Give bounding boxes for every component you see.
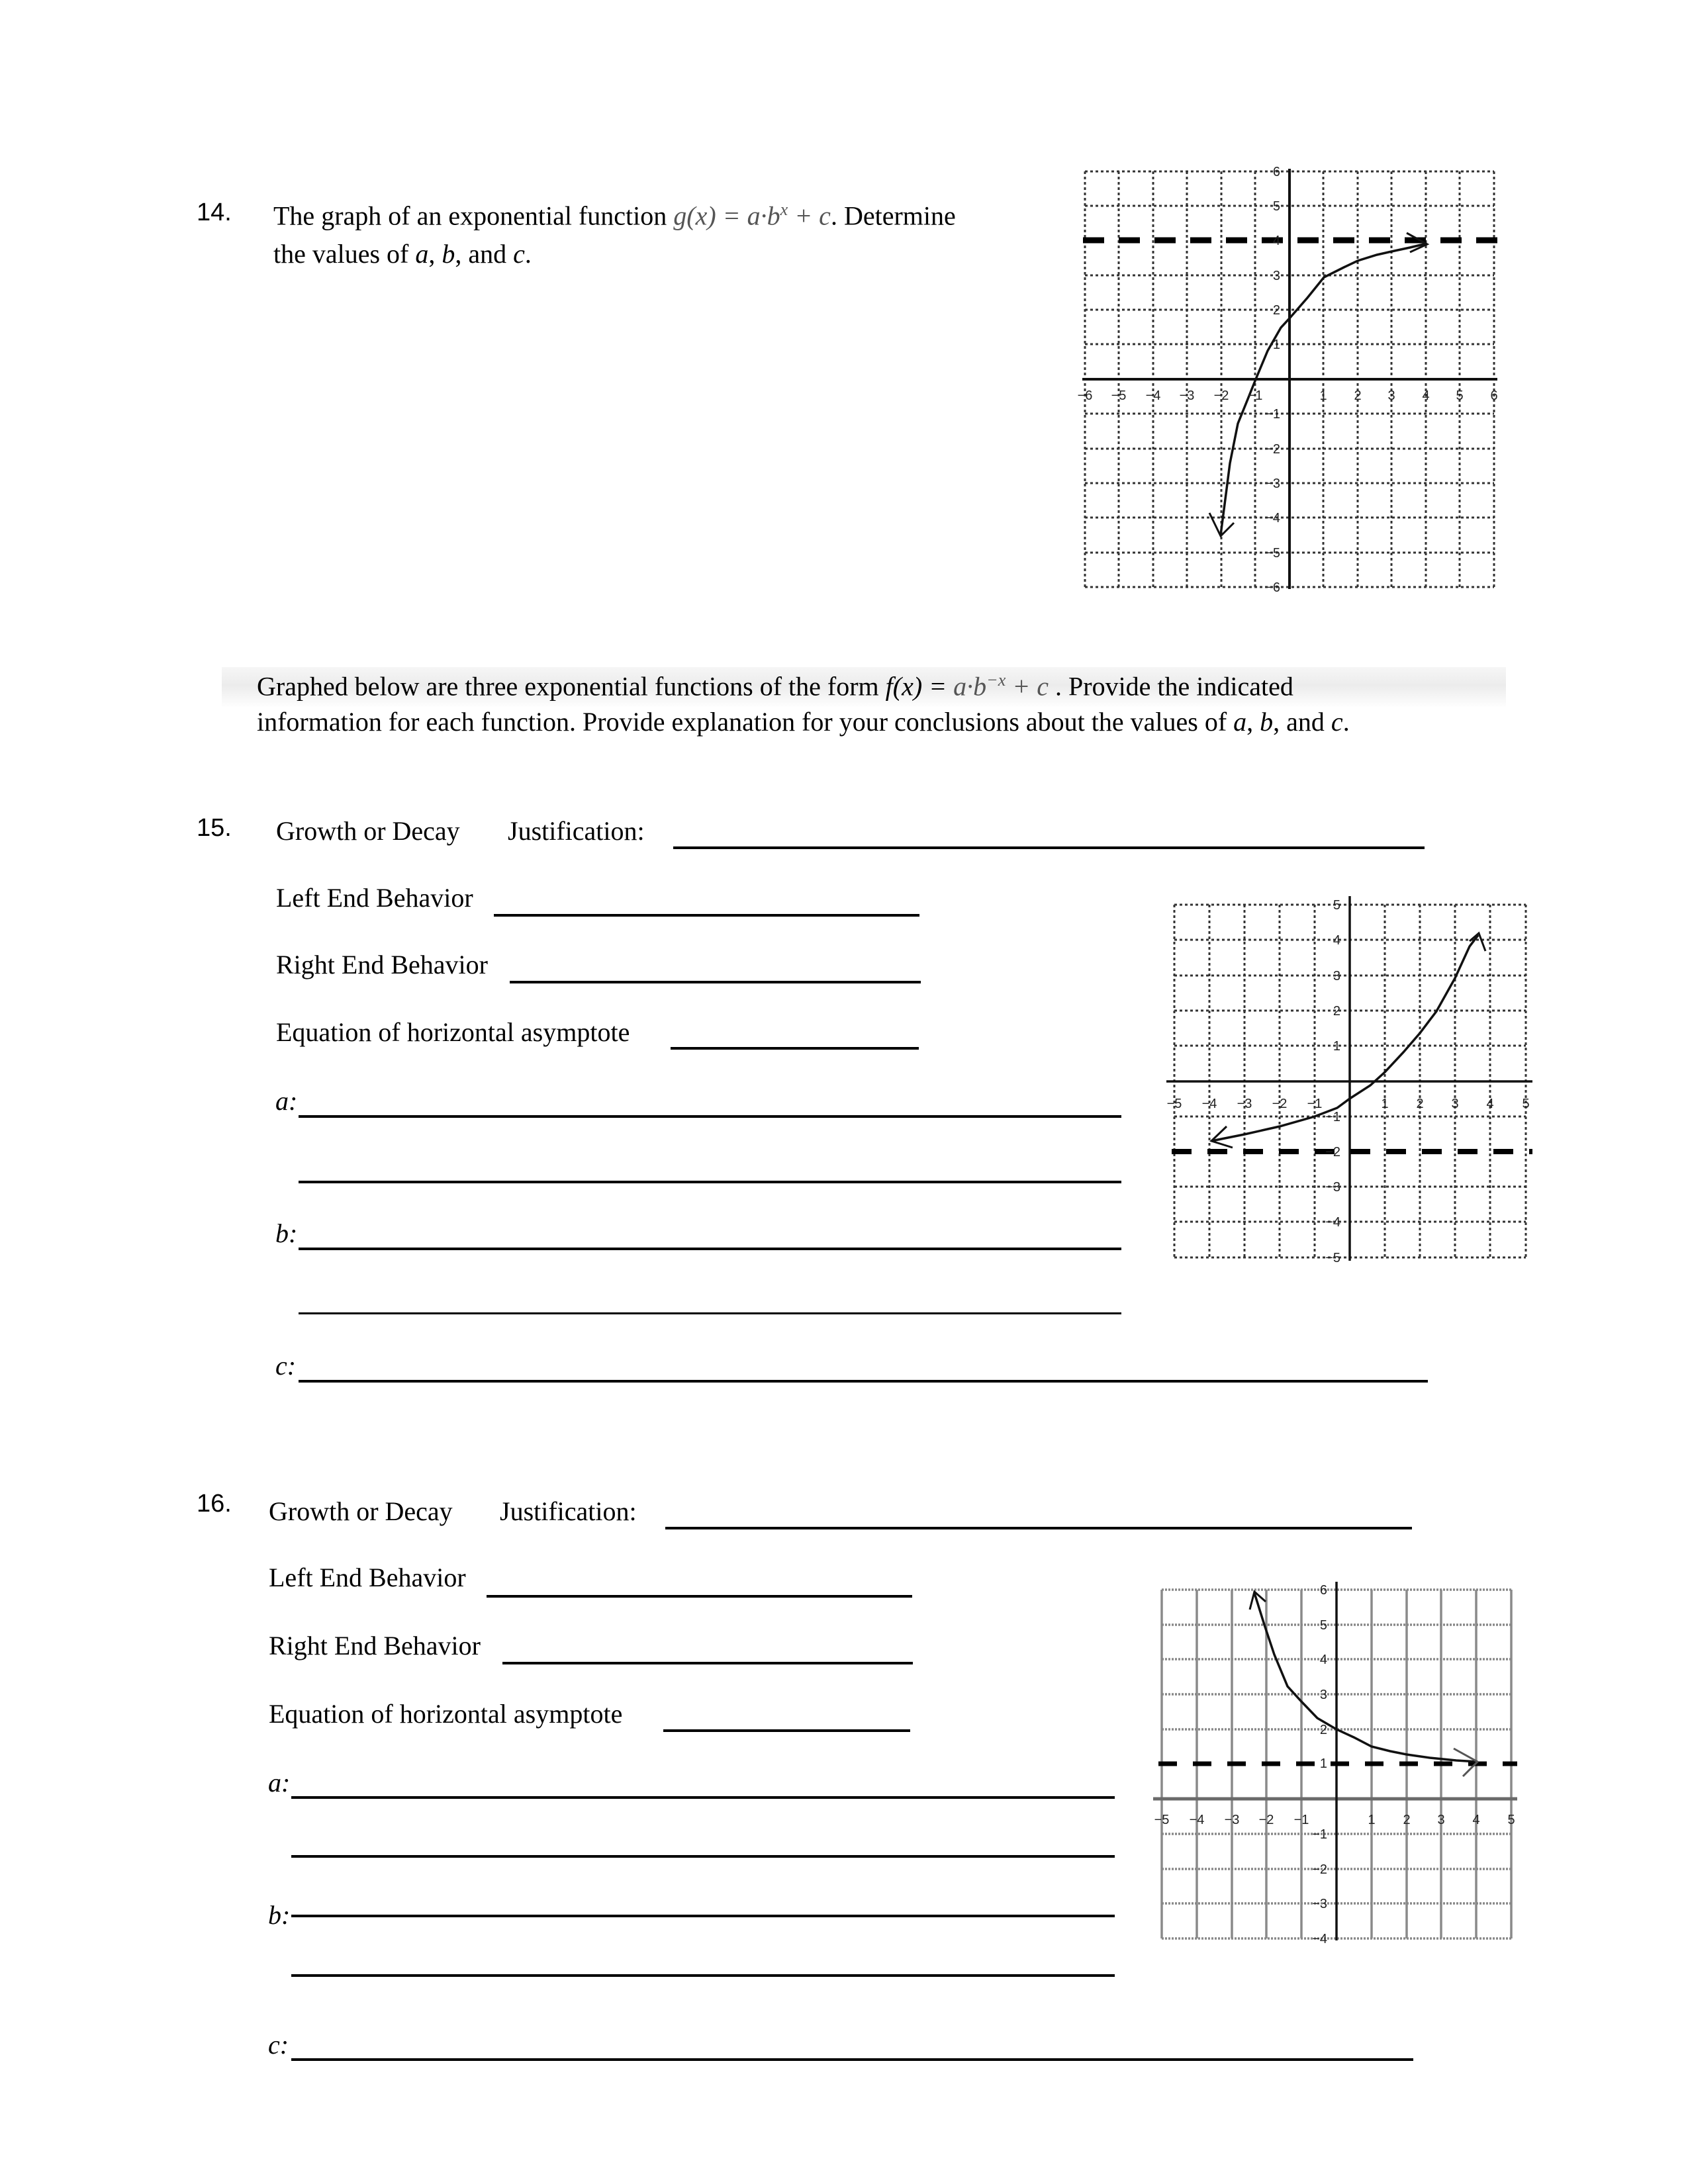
svg-text:3: 3	[1272, 269, 1280, 283]
svg-text:1: 1	[1272, 338, 1280, 352]
graph-15-axes	[1166, 896, 1532, 1261]
question-14-prompt-line2	[273, 238, 532, 269]
q16-asymptote-blank[interactable]	[663, 1729, 910, 1732]
svg-text:6: 6	[1319, 1583, 1327, 1598]
svg-text:−2: −2	[1213, 388, 1229, 403]
question-14-number: 14.	[197, 199, 232, 226]
var-c: c	[513, 239, 525, 269]
q15-a-blank[interactable]	[299, 1115, 1121, 1118]
q16-b-blank[interactable]	[291, 1915, 1115, 1917]
svg-text:−4: −4	[1325, 1215, 1340, 1230]
svg-text:−3: −3	[1312, 1897, 1327, 1911]
q16-a-blank[interactable]	[291, 1796, 1115, 1799]
q15-justification-blank[interactable]	[673, 846, 1425, 849]
exponential-curve	[1254, 1593, 1477, 1762]
q14-formula-tail: + c	[788, 201, 831, 231]
q15-right-end-blank[interactable]	[510, 981, 921, 983]
svg-text:5: 5	[1272, 199, 1280, 214]
svg-text:−5: −5	[1166, 1097, 1182, 1111]
question-14-prompt-line1	[273, 200, 956, 231]
graph-16-x-labels	[1154, 1813, 1515, 1827]
q16-c-label: c:	[268, 2030, 289, 2060]
svg-text:5: 5	[1507, 1813, 1515, 1827]
svg-text:3: 3	[1437, 1813, 1445, 1827]
svg-text:3: 3	[1319, 1688, 1327, 1702]
q15-c-blank[interactable]	[299, 1380, 1428, 1383]
sep: , and	[455, 239, 514, 269]
svg-text:−1: −1	[1265, 407, 1280, 422]
svg-text:−2: −2	[1312, 1862, 1327, 1877]
svg-text:4: 4	[1486, 1097, 1494, 1111]
q16-right-end-label: Right End Behavior	[269, 1631, 481, 1661]
period: .	[524, 239, 532, 269]
intro-formula-exponent: −x	[986, 670, 1006, 690]
svg-text:6: 6	[1490, 388, 1498, 403]
svg-text:1: 1	[1319, 1756, 1327, 1771]
q15-c-label: c:	[275, 1351, 297, 1381]
q15-right-end-label: Right End Behavior	[276, 950, 488, 979]
sep: ,	[1246, 707, 1260, 737]
svg-text:4: 4	[1472, 1813, 1480, 1827]
svg-text:5: 5	[1333, 898, 1340, 913]
graph-14-axes	[1082, 169, 1497, 589]
var-a: a	[1233, 707, 1247, 737]
var-a: a	[415, 239, 429, 269]
q16-b-blank-line2[interactable]	[291, 1974, 1115, 1977]
q16-justification-blank[interactable]	[665, 1527, 1412, 1529]
q16-growth-or-decay: Growth or Decay	[269, 1496, 453, 1526]
svg-text:6: 6	[1272, 165, 1280, 179]
svg-text:−4: −4	[1265, 511, 1280, 525]
svg-text:−1: −1	[1307, 1097, 1323, 1111]
q16-asymptote-label: Equation of horizontal asymptote	[269, 1699, 623, 1729]
q15-growth-or-decay: Growth or Decay	[276, 816, 460, 846]
graph-14	[1059, 152, 1523, 602]
svg-text:−3: −3	[1237, 1097, 1252, 1111]
q16-left-end-blank[interactable]	[487, 1595, 912, 1598]
svg-text:5: 5	[1319, 1618, 1327, 1633]
q15-a-blank-line2[interactable]	[299, 1181, 1121, 1183]
q16-justification-label: Justification:	[500, 1496, 637, 1526]
q15-a-label: a:	[275, 1086, 298, 1116]
svg-text:2: 2	[1416, 1097, 1424, 1111]
svg-text:2: 2	[1272, 303, 1280, 318]
graph-15	[1152, 880, 1536, 1271]
intro-line1	[257, 670, 1293, 702]
question-16-number: 16.	[197, 1490, 232, 1518]
svg-text:2: 2	[1354, 388, 1362, 403]
q16-a-label: a:	[268, 1768, 291, 1797]
svg-text:−3: −3	[1179, 388, 1195, 403]
svg-text:4: 4	[1422, 388, 1430, 403]
svg-text:1: 1	[1381, 1097, 1389, 1111]
svg-text:1: 1	[1333, 1039, 1340, 1054]
sep: , and	[1273, 707, 1331, 737]
svg-text:−3: −3	[1265, 477, 1280, 491]
q15-asymptote-blank[interactable]	[671, 1047, 919, 1050]
intro-formula-tail: + c	[1006, 671, 1049, 702]
svg-text:−3: −3	[1224, 1813, 1240, 1827]
question-15-number: 15.	[197, 814, 232, 842]
q15-asymptote-label: Equation of horizontal asymptote	[276, 1017, 630, 1047]
q15-b-label: b:	[275, 1218, 298, 1248]
svg-text:−1: −1	[1325, 1110, 1340, 1124]
graph-14-x-labels	[1078, 388, 1498, 403]
svg-text:−6: −6	[1265, 580, 1280, 595]
q16-a-blank-line2[interactable]	[291, 1855, 1115, 1858]
svg-text:3: 3	[1333, 969, 1340, 983]
svg-text:1: 1	[1319, 388, 1327, 403]
var-c: c	[1331, 707, 1343, 737]
intro-line2-text: information for each function. Provide explanation for your conclusions about the values of	[257, 707, 1234, 737]
svg-text:−5: −5	[1111, 388, 1127, 403]
svg-text:−2: −2	[1258, 1813, 1274, 1827]
intro-text: Graphed below are three exponential functions of the form	[257, 671, 886, 702]
intro-formula: a·b	[953, 671, 987, 702]
q14-formula-exponent: x	[780, 200, 788, 219]
svg-text:−4: −4	[1312, 1932, 1327, 1946]
q15-b-blank[interactable]	[299, 1248, 1121, 1250]
q14-text: The graph of an exponential function	[273, 201, 674, 231]
svg-text:−3: −3	[1325, 1180, 1340, 1195]
svg-text:4: 4	[1272, 234, 1280, 248]
graph-16	[1139, 1562, 1523, 1952]
q15-left-end-label: Left End Behavior	[276, 883, 473, 913]
svg-text:−6: −6	[1077, 388, 1093, 403]
intro-text-end: . Provide the indicated	[1049, 671, 1293, 702]
svg-text:2: 2	[1333, 1004, 1340, 1019]
q14-line2-text: the values of	[273, 239, 416, 269]
svg-text:−2: −2	[1272, 1097, 1288, 1111]
svg-text:−1: −1	[1247, 388, 1263, 403]
svg-text:−4: −4	[1201, 1097, 1217, 1111]
q14-formula: g(x) = a·b	[673, 201, 780, 231]
svg-text:4: 4	[1319, 1653, 1327, 1667]
svg-text:−4: −4	[1189, 1813, 1205, 1827]
svg-text:1: 1	[1368, 1813, 1376, 1827]
svg-text:−1: −1	[1293, 1813, 1309, 1827]
q16-c-blank[interactable]	[291, 2058, 1413, 2061]
q16-right-end-blank[interactable]	[502, 1662, 913, 1664]
var-b: b	[442, 239, 455, 269]
svg-text:−1: −1	[1312, 1827, 1327, 1842]
svg-text:2: 2	[1403, 1813, 1411, 1827]
svg-text:−2: −2	[1325, 1145, 1340, 1160]
q15-justification-label: Justification:	[508, 816, 645, 846]
intro-formula-f: f(x) =	[885, 671, 954, 702]
q16-left-end-label: Left End Behavior	[269, 1563, 466, 1592]
period: .	[1342, 707, 1350, 737]
svg-text:−5: −5	[1265, 546, 1280, 561]
svg-text:2: 2	[1319, 1723, 1327, 1737]
svg-text:−4: −4	[1145, 388, 1161, 403]
q15-b-blank-line2[interactable]	[299, 1312, 1121, 1314]
svg-text:5: 5	[1522, 1097, 1530, 1111]
intro-line2	[257, 706, 1350, 737]
svg-text:3: 3	[1451, 1097, 1459, 1111]
q14-text-end: . Determine	[830, 201, 956, 231]
svg-text:−5: −5	[1325, 1251, 1340, 1265]
svg-text:−5: −5	[1154, 1813, 1170, 1827]
var-b: b	[1260, 707, 1274, 737]
sep: ,	[428, 239, 442, 269]
svg-text:4: 4	[1333, 933, 1340, 948]
q16-b-label: b:	[268, 1900, 291, 1930]
svg-text:−2: −2	[1265, 442, 1280, 457]
svg-text:5: 5	[1456, 388, 1464, 403]
q15-left-end-blank[interactable]	[494, 914, 919, 917]
svg-text:3: 3	[1387, 388, 1395, 403]
